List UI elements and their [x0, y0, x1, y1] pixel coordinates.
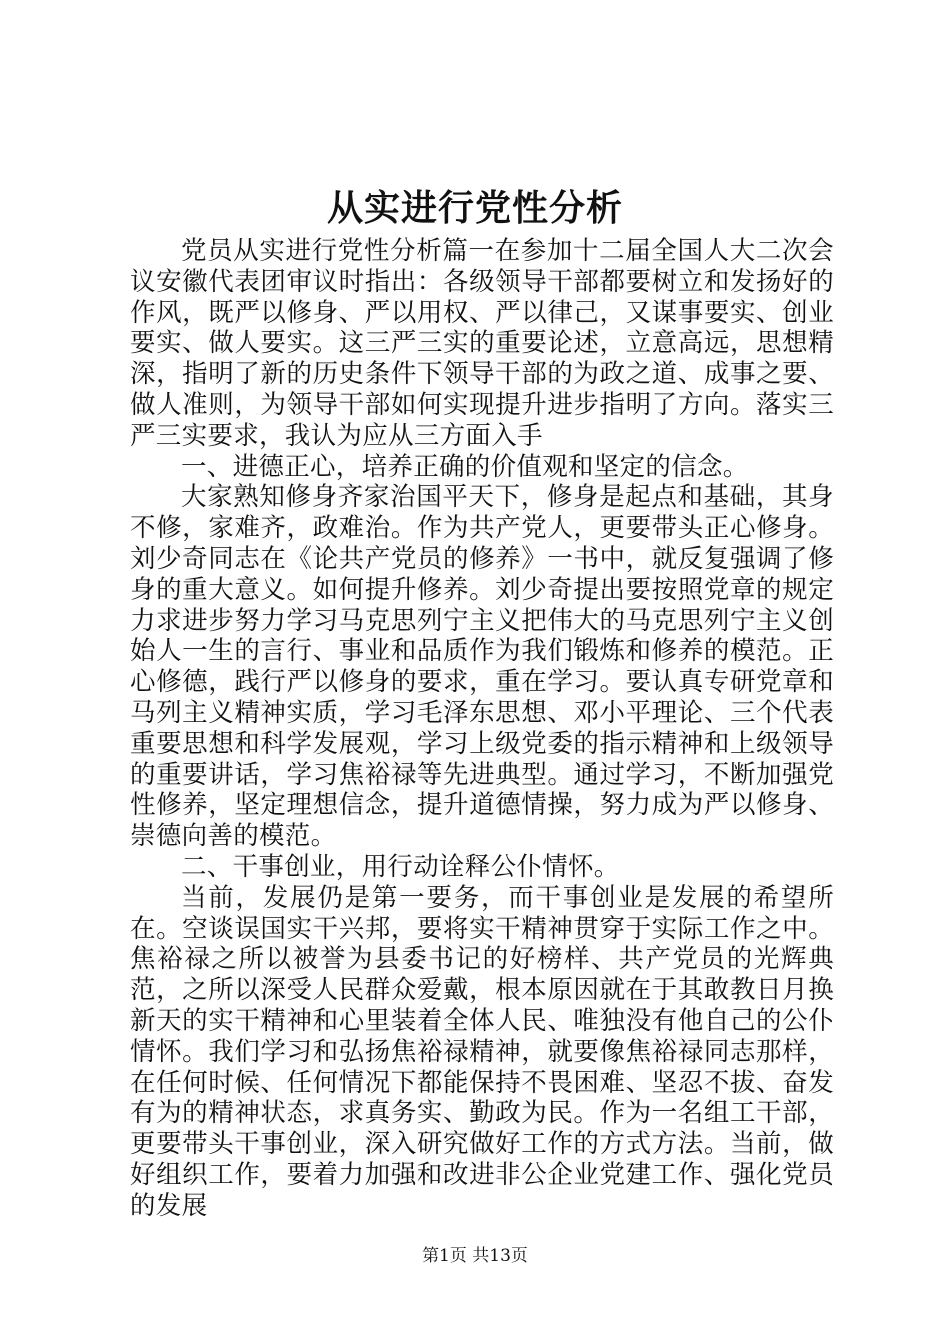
paragraph-section-one: 大家熟知修身齐家治国平天下，修身是起点和基础，其身不修，家难齐，政难治。作为共产党人，更要带头正心修身。刘少奇同志在《论共产党员的修养》一书中，就反复强调了修身的重大意义。如何提升修养。刘少奇提出要按照党章的规定力求进步努力学习马克思列宁主义把伟大的马克思列宁主义创始人一生的言行、事业和品质作为我们锻炼和修养的模范。正心修德，践行严以修身的要求，重在学习。要认真专研党章和马列主义精神实质，学习毛泽东思想、邓小平理论、三个代表重要思想和科学发展观，学习上级党委的指示精神和上级领导的重要讲话，学习焦裕禄等先进典型。通过学习，不断加强党性修养，坚定理想信念，提升道德情操，努力成为严以修身、崇德向善的模范。 — [130, 482, 834, 852]
heading-section-one: 一、进德正心，培养正确的价值观和坚定的信念。 — [181, 451, 749, 482]
paragraph-intro: 党员从实进行党性分析篇一在参加十二届全国人大二次会议安徽代表团审议时指出：各级领导干部都要树立和发扬好的作风，既严以修身、严以用权、严以律己，又谋事要实、创业要实、做人要实。这三严三实的重要论述，立意高远，思想精深，指明了新的历史条件下领导干部的为政之道、成事之要、做人准则，为领导干部如何实现提升进步指明了方向。落实三严三实要求，我认为应从三方面入手 — [130, 236, 834, 451]
page-footer: 第1页 共13页 — [422, 1246, 528, 1266]
document-title: 从实进行党性分析 — [326, 187, 623, 229]
paragraph-section-two: 当前，发展仍是第一要务，而干事创业是发展的希望所在。空谈误国实干兴邦，要将实干精神贯穿于实际工作之中。焦裕禄之所以被誉为县委书记的好榜样、共产党员的光辉典范，之所以深受人民群众爱戴，根本原因就在于其敢教日月换新天的实干精神和心里装着全体人民、唯独没有他自己的公仆情怀。我们学习和弘扬焦裕禄精神，就要像焦裕禄同志那样，在任何时候、任何情况下都能保持不畏困难、坚忍不拔、奋发有为的精神状态，求真务实、勤政为民。作为一名组工干部，更要带头干事创业，深入研究做好工作的方式方法。当前，做好组织工作，要着力加强和改进非公企业党建工作、强化党员的发展 — [130, 882, 834, 1221]
heading-section-two: 二、干事创业，用行动诠释公仆情怀。 — [181, 851, 620, 882]
document-body — [130, 236, 834, 1222]
